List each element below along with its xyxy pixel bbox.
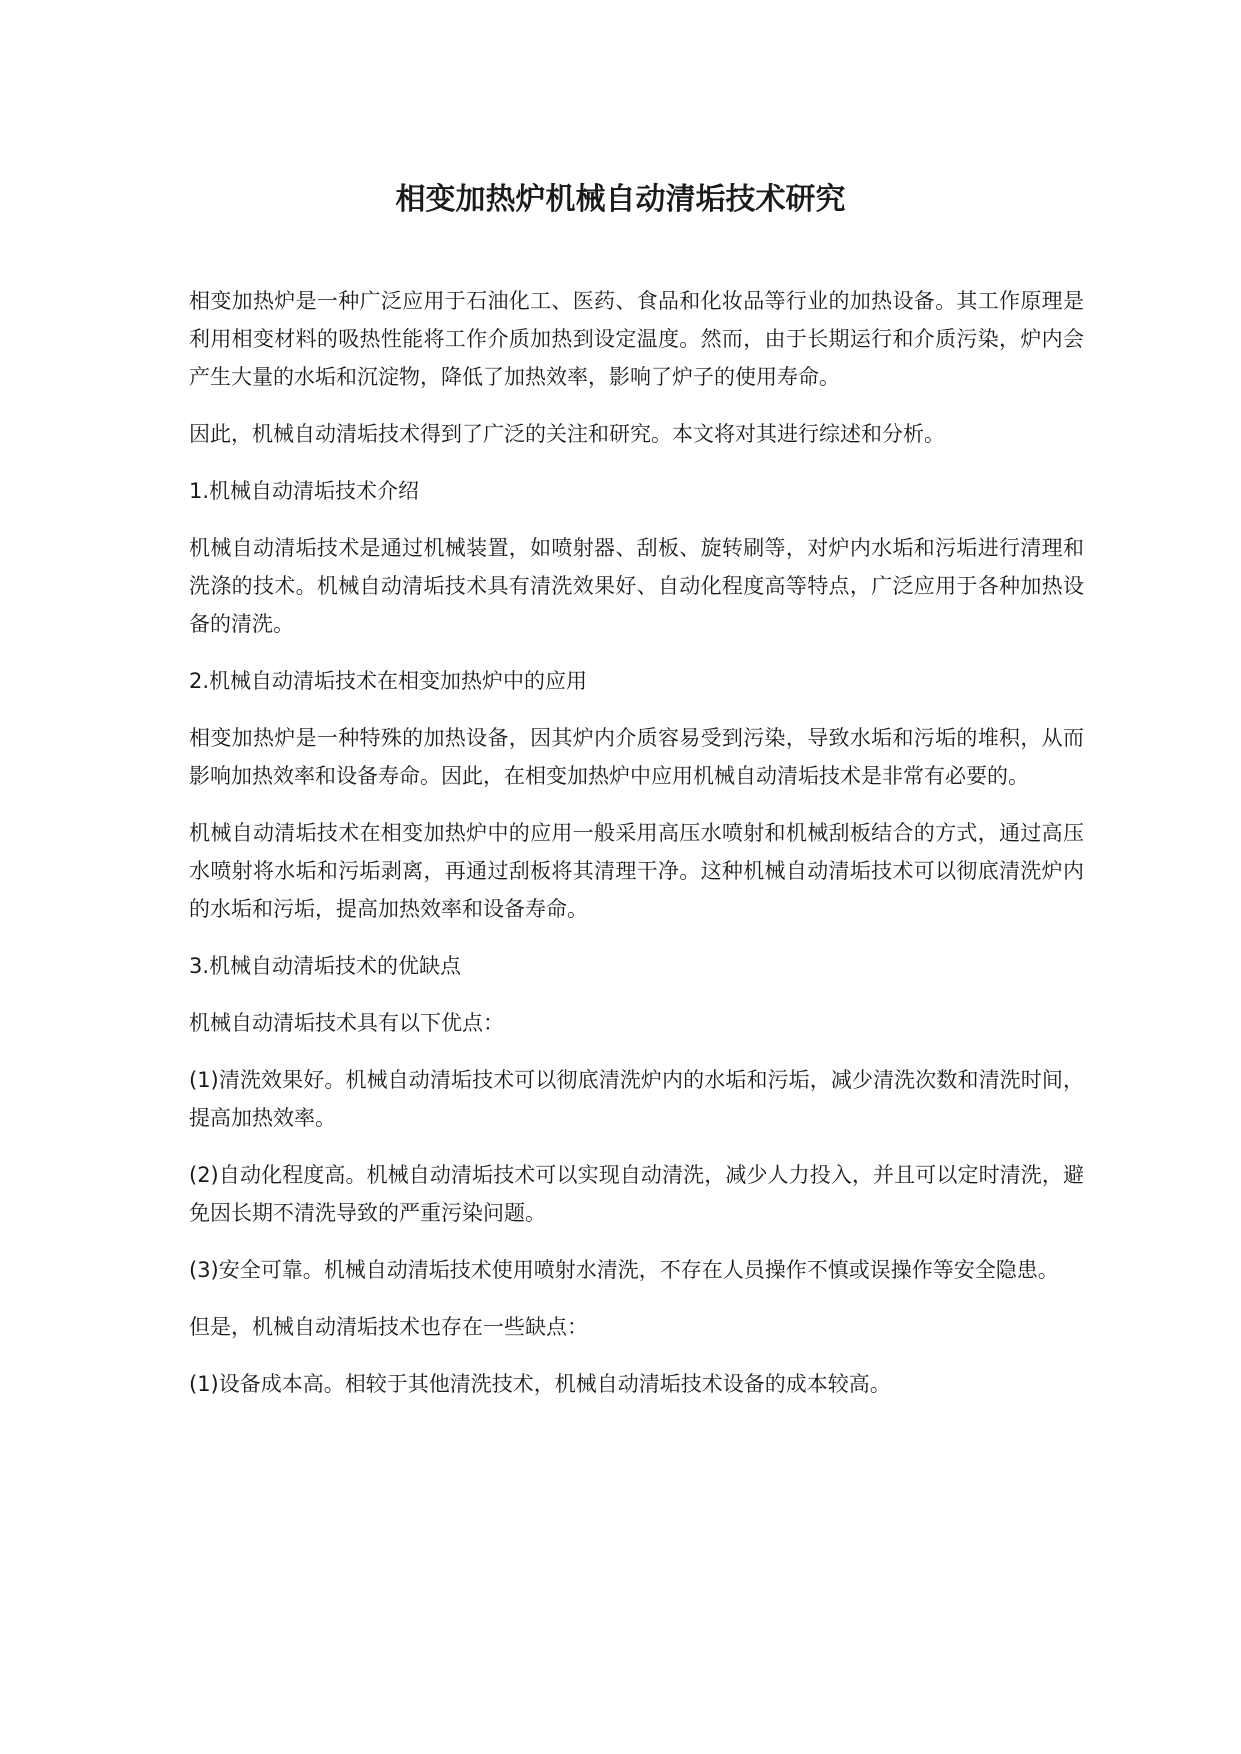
- section-heading-3: 3.机械自动清垢技术的优缺点: [189, 954, 462, 978]
- paragraph-disadvantages-intro: 但是，机械自动清垢技术也存在一些缺点：: [189, 1315, 588, 1339]
- paragraph-intro: 相变加热炉是一种广泛应用于石油化工、医药、食品和化妆品等行业的加热设备。其工作原理是利用相变材料的吸热性能将工作介质加热到设定温度。然而，由于长期运行和介质污染，炉内会产生大量的水垢和沉淀物，降低了加热效率，影响了炉子的使用寿命。: [189, 289, 1084, 389]
- section-heading-1: 1.机械自动清垢技术介绍: [189, 479, 420, 503]
- document-body: [189, 282, 1084, 1422]
- paragraph-advantages-intro: 机械自动清垢技术具有以下优点：: [189, 1011, 504, 1035]
- section-heading-2: 2.机械自动清垢技术在相变加热炉中的应用: [189, 669, 588, 693]
- list-item-advantage-1: (1)清洗效果好。机械自动清垢技术可以彻底清洗炉内的水垢和污垢，减少清洗次数和清洗时间，提高加热效率。: [189, 1068, 1084, 1130]
- paragraph-section-2a: 相变加热炉是一种特殊的加热设备，因其炉内介质容易受到污染，导致水垢和污垢的堆积，从而影响加热效率和设备寿命。因此，在相变加热炉中应用机械自动清垢技术是非常有必要的。: [189, 726, 1084, 788]
- document-title: 相变加热炉机械自动清垢技术研究: [395, 182, 846, 217]
- list-item-advantage-3: (3)安全可靠。机械自动清垢技术使用喷射水清洗，不存在人员操作不慎或误操作等安全隐患。: [189, 1258, 1059, 1282]
- paragraph-section-1: 机械自动清垢技术是通过机械装置，如喷射器、刮板、旋转刷等，对炉内水垢和污垢进行清理和洗涤的技术。机械自动清垢技术具有清洗效果好、自动化程度高等特点，广泛应用于各种加热设备的清洗。: [189, 536, 1084, 636]
- list-item-disadvantage-1: (1)设备成本高。相较于其他清洗技术，机械自动清垢技术设备的成本较高。: [189, 1372, 891, 1396]
- list-item-advantage-2: (2)自动化程度高。机械自动清垢技术可以实现自动清洗，减少人力投入，并且可以定时清洗，避免因长期不清洗导致的严重污染问题。: [189, 1163, 1084, 1225]
- paragraph-purpose: 因此，机械自动清垢技术得到了广泛的关注和研究。本文将对其进行综述和分析。: [189, 422, 945, 446]
- paragraph-section-2b: 机械自动清垢技术在相变加热炉中的应用一般采用高压水喷射和机械刮板结合的方式，通过高压水喷射将水垢和污垢剥离，再通过刮板将其清理干净。这种机械自动清垢技术可以彻底清洗炉内的水垢和污垢，提高加热效率和设备寿命。: [189, 821, 1084, 921]
